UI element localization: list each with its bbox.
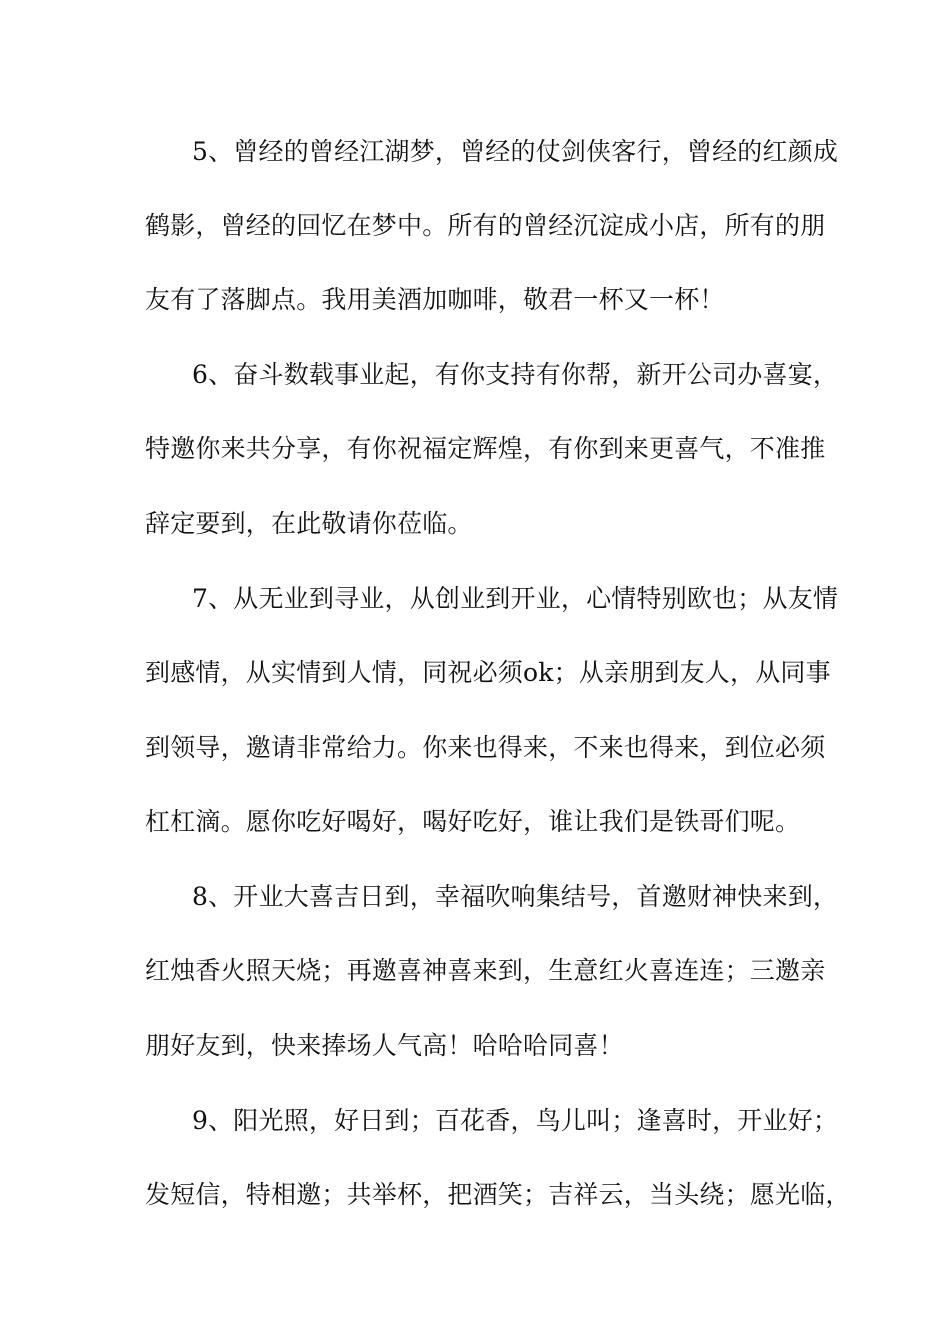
paragraph-line: 7、从无业到寻业，从创业到开业，心情特别欧也；从友情 — [192, 584, 839, 613]
paragraph-line: 6、奋斗数载事业起，有你支持有你帮，新开公司办喜宴， — [192, 360, 839, 389]
paragraph-line: 红烛香火照天烧；再邀喜神喜来到，生意红火喜连连；三邀亲 — [145, 956, 826, 985]
paragraph-line: 特邀你来共分享，有你祝福定辉煌，有你到来更喜气，不准推 — [145, 434, 826, 463]
paragraph-line: 杠杠滴。愿你吃好喝好，喝好吃好，谁让我们是铁哥们呢。 — [145, 807, 801, 836]
paragraph-line: 发短信，特相邀；共举杯，把酒笑；吉祥云，当头绕；愿光临， — [145, 1180, 851, 1209]
paragraph-line: 8、开业大喜吉日到，幸福吹响集结号，首邀财神快来到， — [192, 882, 839, 911]
paragraph-line: 朋好友到，快来捧场人气高！哈哈哈同喜！ — [145, 1031, 624, 1060]
paragraph-line: 到感情，从实情到人情，同祝必须ok；从亲朋到友人，从同事 — [145, 658, 831, 687]
paragraph-line: 5、曾经的曾经江湖梦，曾经的仗剑侠客行，曾经的红颜成 — [192, 137, 839, 166]
paragraph-line: 鹤影，曾经的回忆在梦中。所有的曾经沉淀成小店，所有的朋 — [145, 211, 826, 240]
paragraph-line: 辞定要到，在此敬请你莅临。 — [145, 509, 473, 538]
paragraph-line: 友有了落脚点。我用美酒加咖啡，敬君一杯又一杯！ — [145, 285, 725, 314]
paragraph-line: 9、阳光照，好日到；百花香，鸟儿叫；逢喜时，开业好； — [192, 1106, 839, 1135]
paragraph-line: 到领导，邀请非常给力。你来也得来，不来也得来，到位必须 — [145, 733, 826, 762]
